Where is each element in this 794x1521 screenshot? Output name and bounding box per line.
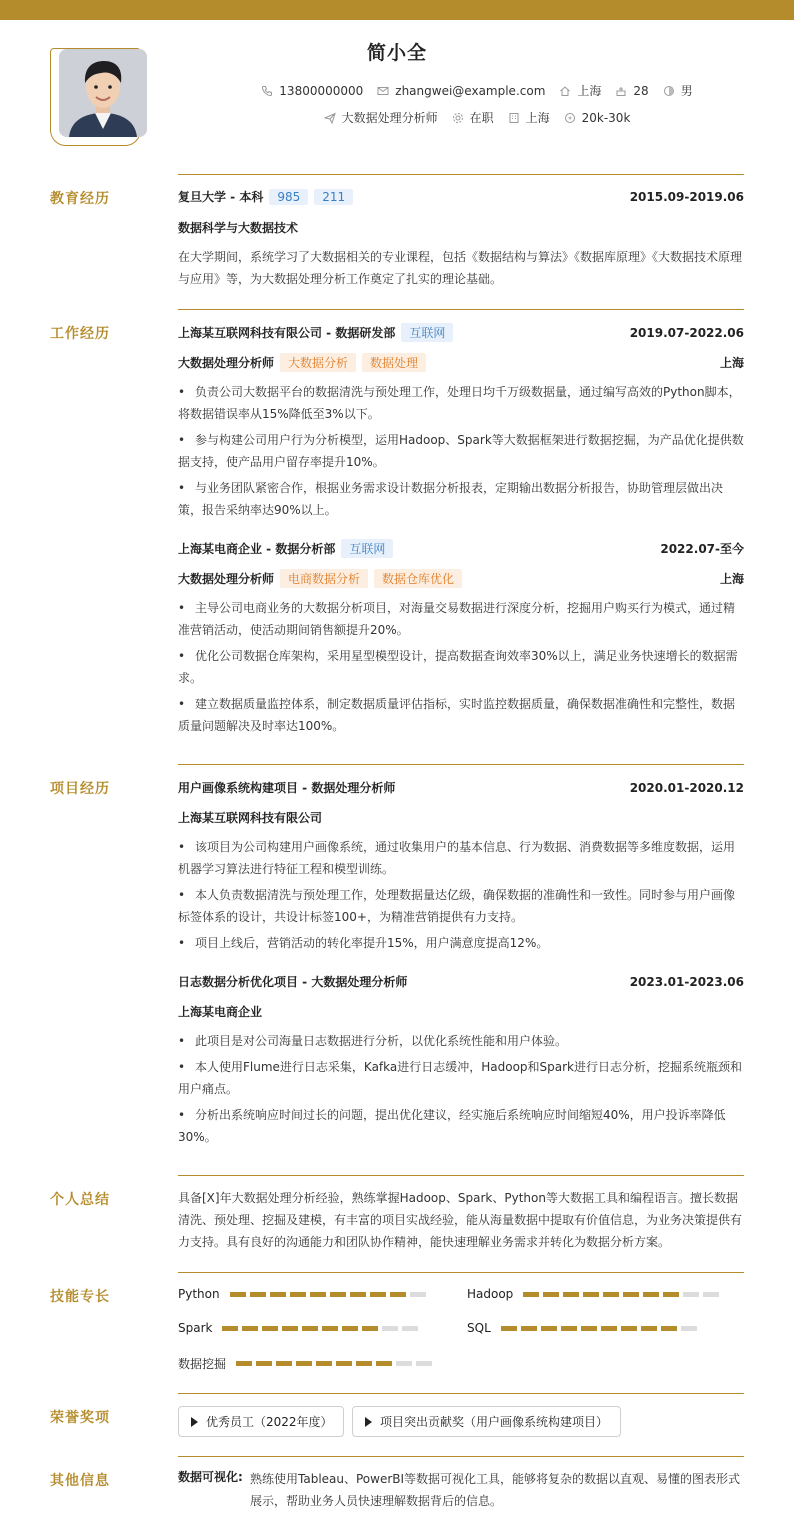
section-title-other: 其他信息	[50, 1473, 110, 1489]
salary-text: 20k-30k	[581, 110, 631, 125]
skill-bar-filled	[663, 1292, 679, 1297]
age-text: 28	[633, 83, 649, 98]
email-text: zhangwei@example.com	[395, 83, 546, 98]
candidate-name: 简小全	[366, 42, 427, 64]
skill-level-bar	[222, 1326, 418, 1331]
phone-icon	[261, 85, 273, 97]
education-date: 2015.09-2019.06	[629, 189, 744, 204]
skill-item	[178, 1355, 432, 1372]
project-date: 2023.01-2023.06	[629, 974, 744, 989]
skill-bar-filled	[581, 1326, 597, 1331]
salary-item	[564, 111, 631, 125]
project-date: 2020.01-2020.12	[629, 780, 744, 795]
project-bullet: • 项目上线后，营销活动的转化率提升15%，用户满意度提高12%。	[178, 936, 549, 950]
top-accent-bar	[0, 0, 794, 20]
contact-row	[160, 82, 794, 99]
triangle-right-icon	[365, 1417, 372, 1427]
position-item	[324, 109, 438, 126]
section-title-summary: 个人总结	[50, 1192, 110, 1208]
section-title-projects: 项目经历	[50, 781, 110, 797]
work-bullet: • 建立数据质量监控体系，制定数据质量评估指标，实时监控数据质量，确保数据准确性和完整性，数据质量问题解决及时率达100%。	[178, 697, 736, 733]
project-title: 用户画像系统构建项目 - 数据处理分析师	[178, 781, 396, 795]
city-text: 上海	[525, 111, 550, 125]
skill-bar-filled	[601, 1326, 617, 1331]
skill-bar-empty	[396, 1361, 412, 1366]
position-text: 大数据处理分析师	[341, 111, 438, 125]
triangle-right-icon	[191, 1417, 198, 1427]
skill-bar-filled	[256, 1361, 272, 1366]
skill-bar-filled	[376, 1361, 392, 1366]
building-icon	[508, 112, 520, 124]
skill-bar-filled	[641, 1326, 657, 1331]
gender-icon	[663, 85, 675, 97]
skill-level-bar	[230, 1292, 426, 1297]
cake-icon	[615, 85, 627, 97]
work-date: 2019.07-2022.06	[629, 325, 744, 340]
section-divider	[178, 1393, 744, 1394]
skill-bar-filled	[583, 1292, 599, 1297]
skill-bar-filled	[623, 1292, 639, 1297]
project-header	[178, 973, 744, 990]
skill-bar-empty	[416, 1361, 432, 1366]
skill-bar-filled	[603, 1292, 619, 1297]
education-tag: 211	[314, 189, 353, 205]
home-icon	[559, 85, 571, 97]
skill-bar-filled	[296, 1361, 312, 1366]
skill-bar-filled	[643, 1292, 659, 1297]
skill-bar-filled	[370, 1292, 386, 1297]
skill-bar-filled	[322, 1326, 338, 1331]
mail-icon	[377, 85, 389, 97]
industry-tag: 互联网	[401, 323, 453, 342]
project-header	[178, 779, 744, 796]
skill-bar-filled	[342, 1326, 358, 1331]
status-item	[452, 109, 494, 126]
skill-bar-filled	[521, 1326, 537, 1331]
skill-name: Python	[178, 1287, 220, 1301]
skill-bar-filled	[270, 1292, 286, 1297]
work-role: 大数据处理分析师	[178, 572, 275, 586]
skill-bar-empty	[382, 1326, 398, 1331]
email-item	[377, 84, 545, 98]
award-item: 项目突出贡献奖（用户画像系统构建项目）	[352, 1406, 621, 1437]
skill-bar-filled	[541, 1326, 557, 1331]
skill-name: Spark	[178, 1321, 213, 1335]
skill-tag: 大数据分析	[280, 353, 356, 372]
status-text: 在职	[469, 111, 494, 125]
work-company: 上海某电商企业 - 数据分析部	[178, 542, 336, 556]
skill-bar-filled	[276, 1361, 292, 1366]
skill-bar-filled	[302, 1326, 318, 1331]
education-header	[178, 188, 744, 205]
skill-bar-empty	[402, 1326, 418, 1331]
work-bullet: • 负责公司大数据平台的数据清洗与预处理工作，处理日均千万级数据量，通过编写高效的Python脚本，将数据错误率从15%降低至3%以下。	[178, 385, 741, 421]
section-divider	[178, 1272, 744, 1273]
coin-icon	[564, 112, 576, 124]
project-bullet: • 此项目是对公司海量日志数据进行分析，以优化系统性能和用户体验。	[178, 1034, 568, 1048]
skill-name: SQL	[467, 1321, 491, 1335]
skill-bar-empty	[683, 1292, 699, 1297]
work-bullet: • 与业务团队紧密合作，根据业务需求设计数据分析报表，定期输出数据分析报告，协助管理层做出决策，报告采纳率达90%以上。	[178, 481, 724, 517]
gender-item	[663, 82, 693, 99]
award-item: 优秀员工（2022年度）	[178, 1406, 344, 1437]
work-company: 上海某互联网科技有限公司 - 数据研发部	[178, 326, 396, 340]
section-divider	[178, 764, 744, 765]
work-role: 大数据处理分析师	[178, 356, 275, 370]
skill-bar-filled	[350, 1292, 366, 1297]
project-bullet: • 本人负责数据清洗与预处理工作，处理数据量达亿级，确保数据的准确性和一致性。同时参与用户画像标签体系的设计，共设计标签100+，为精准营销提供有力支持。	[178, 888, 736, 924]
skill-bar-empty	[681, 1326, 697, 1331]
skill-tag: 电商数据分析	[280, 569, 368, 588]
skill-level-bar	[523, 1292, 719, 1297]
skill-tag: 数据处理	[362, 353, 426, 372]
education-description: 在大学期间，系统学习了大数据相关的专业课程，包括《数据结构与算法》《数据库原理》《大数据技术原理与应用》等，为大数据处理分析工作奠定了扎实的理论基础。	[178, 250, 743, 286]
skill-bar-filled	[330, 1292, 346, 1297]
project-title: 日志数据分析优化项目 - 大数据处理分析师	[178, 975, 408, 989]
other-text: 熟练使用Tableau、PowerBI等数据可视化工具，能够将复杂的数据以直观、易懂的图表形式展示，帮助业务人员快速理解数据背后的信息。	[250, 1472, 741, 1508]
section-title-work: 工作经历	[50, 326, 110, 342]
work-header	[178, 539, 744, 558]
skill-bar-filled	[523, 1292, 539, 1297]
skill-bar-filled	[230, 1292, 246, 1297]
skill-bar-filled	[310, 1292, 326, 1297]
phone-item	[261, 84, 363, 98]
city-item	[508, 109, 550, 126]
location-item	[559, 82, 601, 99]
section-divider	[178, 1456, 744, 1457]
skill-bar-filled	[336, 1361, 352, 1366]
skill-item	[467, 1287, 719, 1301]
skill-bar-filled	[222, 1326, 238, 1331]
summary-text: 具备[X]年大数据处理分析经验，熟练掌握Hadoop、Spark、Python等大数据工具和编程语言。擅长数据清洗、预处理、挖掘及建模，有丰富的项目实战经验，能从海量数据中提取有价值信息，为业务决策提供有力支持。具有良好的沟通能力和团队协作精神，能快速理解业务需求并转化为数据分析方案。	[178, 1191, 743, 1249]
skill-bar-filled	[236, 1361, 252, 1366]
skill-bar-filled	[621, 1326, 637, 1331]
skill-bar-filled	[250, 1292, 266, 1297]
age-item	[615, 84, 648, 98]
skill-bar-empty	[410, 1292, 426, 1297]
section-title-skills: 技能专长	[50, 1289, 110, 1305]
job-intent-row	[160, 109, 794, 126]
skill-bar-filled	[390, 1292, 406, 1297]
work-role-row	[178, 569, 744, 588]
skill-bar-filled	[262, 1326, 278, 1331]
work-bullet: • 参与构建公司用户行为分析模型，运用Hadoop、Spark等大数据框架进行数据挖掘，为产品优化提供数据支持，使产品用户留存率提升10%。	[178, 433, 744, 469]
location-text: 上海	[577, 84, 602, 98]
work-date: 2022.07-至今	[660, 542, 744, 556]
section-divider	[178, 174, 744, 175]
project-company: 上海某电商企业	[178, 1005, 263, 1019]
skill-item	[467, 1321, 697, 1335]
section-title-education: 教育经历	[50, 191, 110, 207]
work-city: 上海	[719, 356, 744, 370]
skill-item	[178, 1321, 418, 1335]
work-city: 上海	[719, 572, 744, 586]
education-tag: 985	[269, 189, 308, 205]
skill-bar-filled	[561, 1326, 577, 1331]
skill-bar-filled	[563, 1292, 579, 1297]
skill-bar-filled	[501, 1326, 517, 1331]
skill-bar-filled	[543, 1292, 559, 1297]
work-header	[178, 323, 744, 342]
project-bullet: • 该项目为公司构建用户画像系统，通过收集用户的基本信息、行为数据、消费数据等多维度数据，运用机器学习算法进行特征工程和模型训练。	[178, 840, 736, 876]
work-bullet: • 主导公司电商业务的大数据分析项目，对海量交易数据进行深度分析，挖掘用户购买行为模式，通过精准营销活动，使活动期间销售额提升20%。	[178, 601, 736, 637]
skill-bar-filled	[356, 1361, 372, 1366]
section-divider	[178, 1175, 744, 1176]
skill-name: Hadoop	[467, 1287, 514, 1301]
project-company: 上海某互联网科技有限公司	[178, 811, 323, 825]
work-role-row	[178, 353, 744, 372]
skill-name: 数据挖掘	[178, 1357, 227, 1371]
industry-tag: 互联网	[341, 539, 393, 558]
section-divider	[178, 309, 744, 310]
work-bullet: • 优化公司数据仓库架构，采用星型模型设计，提高数据查询效率30%以上，满足业务快速增长的数据需求。	[178, 649, 738, 685]
skill-bar-empty	[703, 1292, 719, 1297]
send-icon	[324, 112, 336, 124]
skill-tag: 数据仓库优化	[374, 569, 462, 588]
skill-bar-filled	[316, 1361, 332, 1366]
project-bullet: • 分析出系统响应时间过长的问题，提出优化建议，经实施后系统响应时间缩短40%，用户投诉率降低30%。	[178, 1108, 726, 1144]
school-name: 复旦大学 - 本科	[178, 190, 264, 204]
skill-bar-filled	[282, 1326, 298, 1331]
section-title-awards: 荣誉奖项	[50, 1410, 110, 1426]
skill-item	[178, 1287, 426, 1301]
gender-text: 男	[680, 84, 693, 98]
settings-icon	[452, 112, 464, 124]
project-bullet: • 本人使用Flume进行日志采集，Kafka进行日志缓冲，Hadoop和Spark进行日志分析，挖掘系统瓶颈和用户痛点。	[178, 1060, 743, 1096]
skill-level-bar	[236, 1361, 432, 1366]
skill-bar-filled	[290, 1292, 306, 1297]
skill-bar-filled	[661, 1326, 677, 1331]
skill-level-bar	[501, 1326, 697, 1331]
skill-bar-filled	[362, 1326, 378, 1331]
education-major: 数据科学与大数据技术	[178, 221, 299, 235]
phone-text: 13800000000	[279, 83, 364, 98]
other-label: 数据可视化:	[178, 1470, 243, 1484]
skill-bar-filled	[242, 1326, 258, 1331]
